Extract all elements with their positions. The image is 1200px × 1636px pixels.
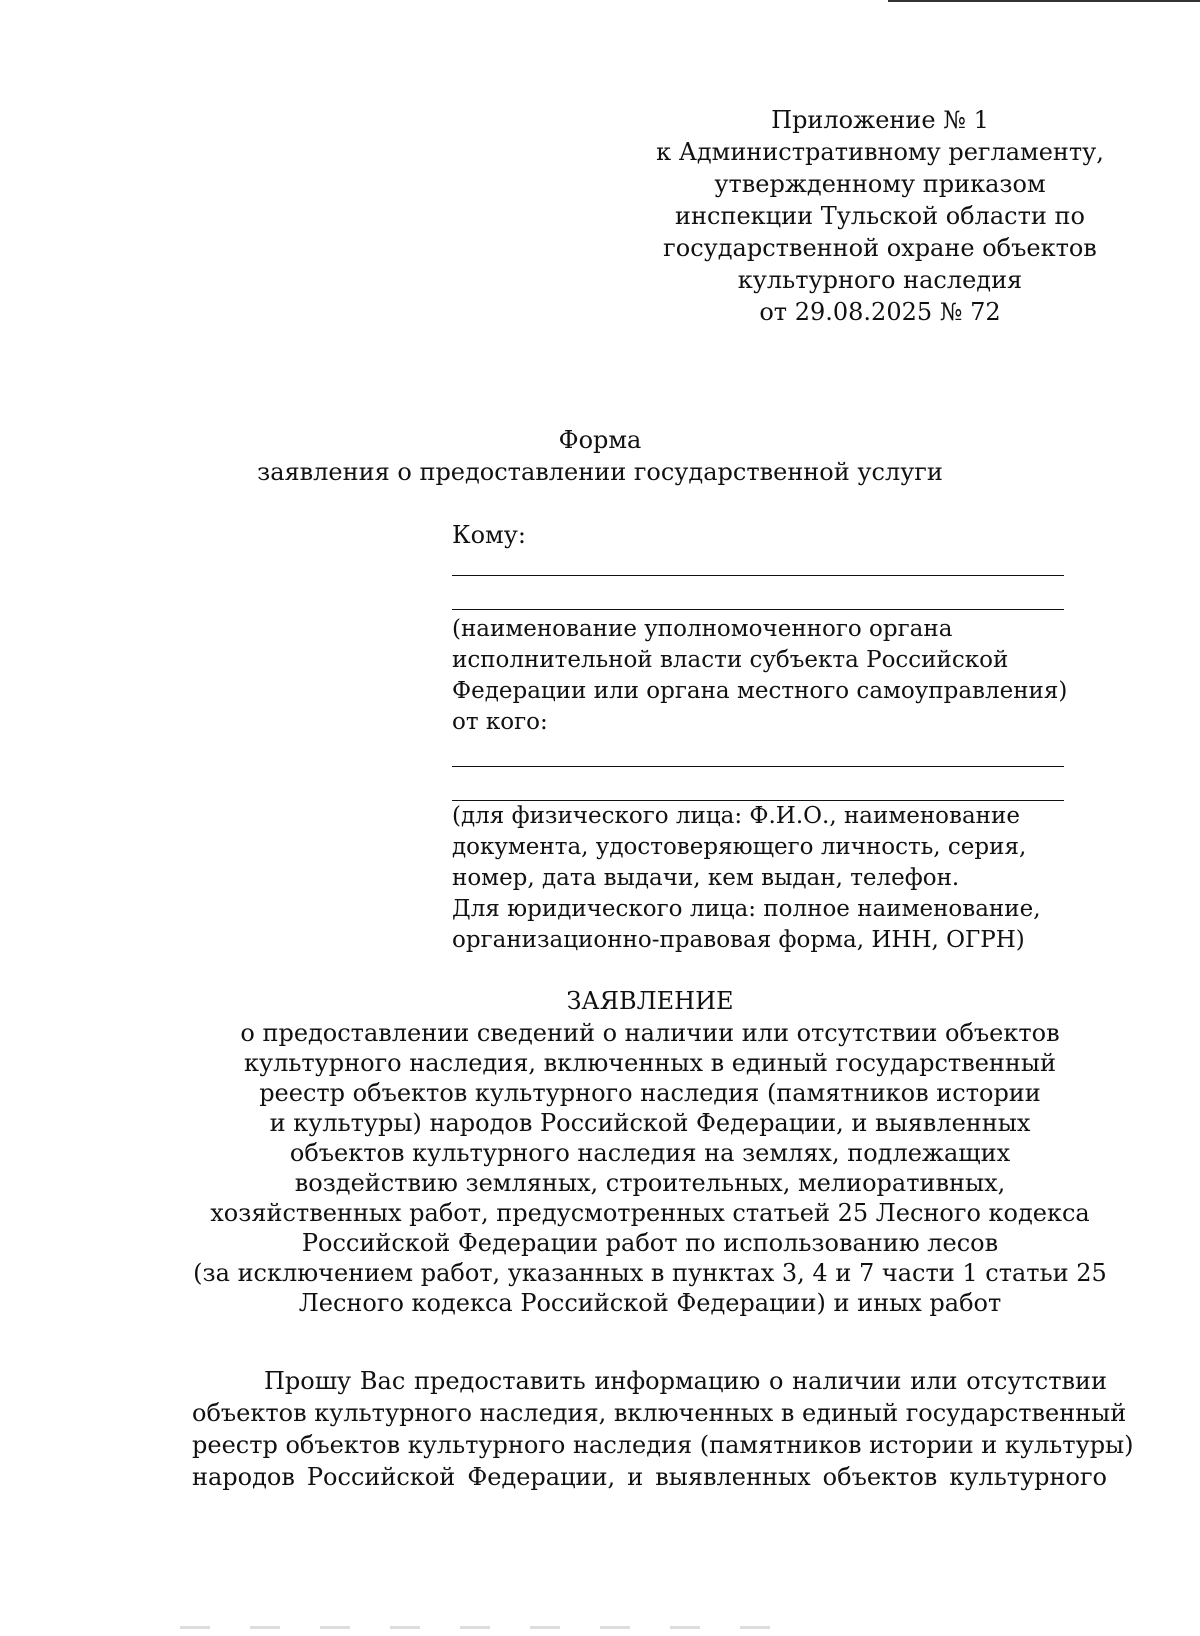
from-note-line: организационно-правовая форма, ИНН, ОГРН): [452, 927, 1025, 953]
statement-heading: [0, 986, 1200, 1318]
appendix-header: [640, 104, 1120, 328]
statement-subject-line: о предоставлении сведений о наличии или отсутствии объектов: [240, 1019, 1060, 1047]
to-note: [452, 614, 1072, 738]
statement-subject-line: Российской Федерации работ по использованию лесов: [301, 1229, 999, 1257]
form-title: Форма: [558, 426, 642, 454]
statement-subject-line: хозяйственных работ, предусмотренных статьей 25 Лесного кодекса: [210, 1199, 1090, 1227]
to-fill-line[interactable]: [452, 575, 1064, 576]
form-title-block: [0, 424, 1200, 488]
from-fill-line[interactable]: [452, 766, 1064, 767]
form-subtitle: заявления о предоставлении государственной услуги: [257, 458, 943, 486]
to-note-line: (наименование уполномоченного органа: [452, 616, 953, 642]
to-fill-line[interactable]: [452, 609, 1064, 610]
appendix-line: культурного наследия: [737, 266, 1023, 294]
from-label: от кого:: [452, 709, 548, 735]
paragraph-line: объектов культурного наследия, включенных в единый государственный: [192, 1399, 1127, 1427]
appendix-line: от 29.08.2025 № 72: [759, 298, 1001, 326]
from-note-line: (для физического лица: Ф.И.О., наименование: [452, 803, 1020, 829]
from-note-line: номер, дата выдачи, кем выдан, телефон.: [452, 865, 960, 891]
to-label: Кому:: [452, 521, 526, 549]
statement-title: ЗАЯВЛЕНИЕ: [566, 987, 734, 1015]
to-note-line: Федерации или органа местного самоуправления): [452, 678, 1068, 704]
statement-subject-line: (за исключением работ, указанных в пунктах 3, 4 и 7 части 1 статьи 25: [193, 1259, 1107, 1287]
from-note-line: Для юридического лица: полное наименование,: [452, 896, 1041, 922]
paragraph-line: народов Российской Федерации, и выявленных объектов культурного: [192, 1463, 1107, 1491]
scan-edge-mark: [888, 0, 1200, 2]
paragraph-line: Прошу Вас предоставить информацию о наличии или отсутствии: [264, 1367, 1107, 1395]
statement-subject-line: Лесного кодекса Российской Федерации) и иных работ: [298, 1289, 1002, 1317]
statement-subject-line: реестр объектов культурного наследия (памятников истории: [259, 1079, 1041, 1107]
request-paragraph: [192, 1365, 1134, 1493]
appendix-line: утвержденному приказом: [714, 170, 1046, 198]
statement-subject-line: и культуры) народов Российской Федерации, и выявленных: [269, 1109, 1031, 1137]
scan-bottom-artifacts: [180, 1626, 780, 1629]
statement-subject-line: культурного наследия, включенных в единый государственный: [243, 1049, 1057, 1077]
statement-subject-line: воздействию земляных, строительных, мелиоративных,: [294, 1169, 1006, 1197]
to-note-line: исполнительной власти субъекта Российской: [452, 647, 1009, 673]
from-note: [452, 801, 1072, 956]
appendix-line: Приложение № 1: [771, 106, 989, 134]
appendix-line: государственной охране объектов: [663, 234, 1097, 262]
from-note-line: документа, удостоверяющего личность, серия,: [452, 834, 1027, 860]
statement-subject-line: объектов культурного наследия на землях, подлежащих: [289, 1139, 1011, 1167]
paragraph-line: реестр объектов культурного наследия (памятников истории и культуры): [192, 1431, 1134, 1459]
appendix-line: инспекции Тульской области по: [675, 202, 1085, 230]
appendix-line: к Административному регламенту,: [656, 138, 1104, 166]
